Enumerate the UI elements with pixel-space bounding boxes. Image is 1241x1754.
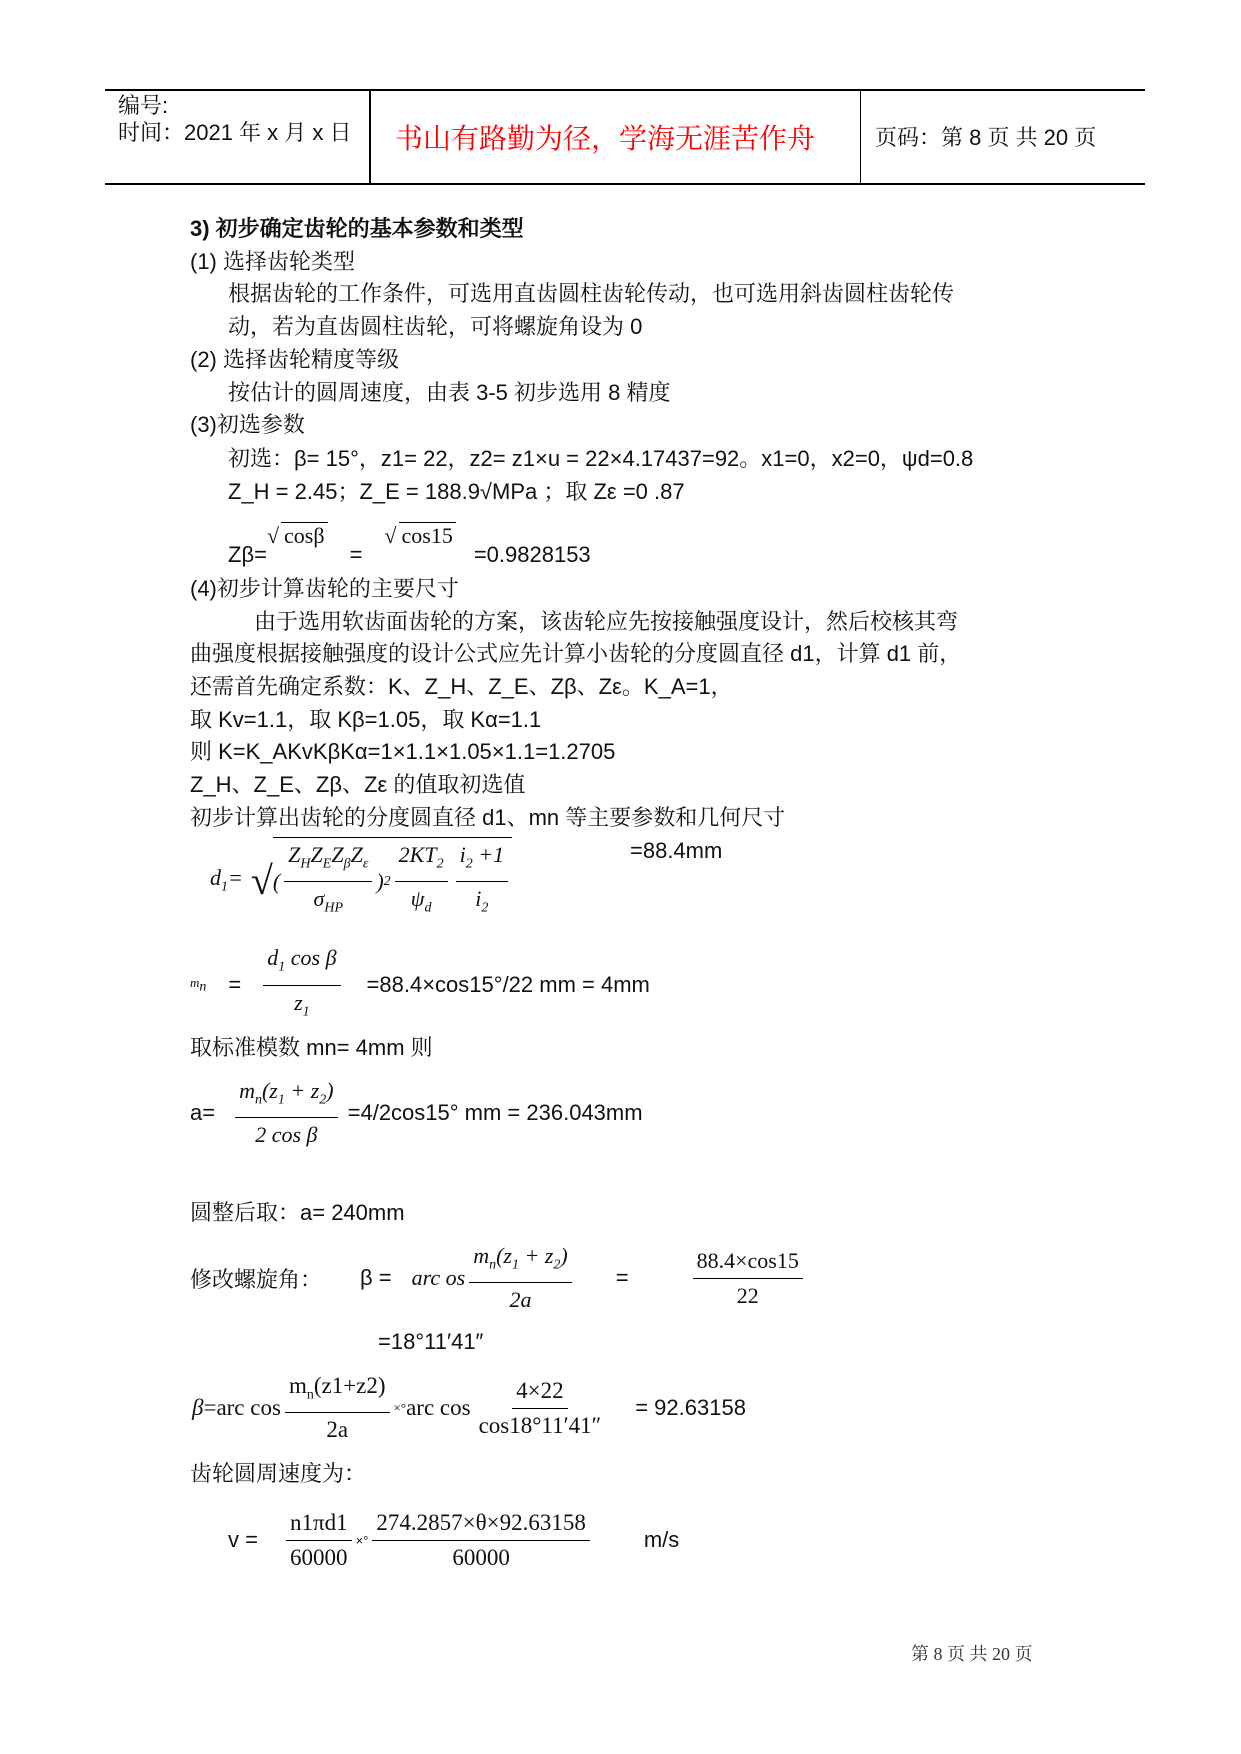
- equals: =: [349, 542, 363, 567]
- subsection-3: (3)初选参数: [190, 412, 305, 437]
- formula-result: =0.9828153: [473, 542, 591, 567]
- header-bottom-rule: [105, 183, 1145, 185]
- header-top-rule: [105, 89, 1145, 91]
- footer-page-number: 第 8 页 共 20 页: [911, 1644, 1033, 1664]
- sqrt-term: cosβ: [281, 522, 328, 549]
- paragraph: 还需首先确定系数：K、Z_H、Z_E、Zβ、Zε。K_A=1，: [190, 674, 733, 699]
- paragraph: 则 K=K_AKvKβKα=1×1.1×1.05×1.1=1.2705: [190, 739, 616, 764]
- header-divider: [369, 89, 371, 184]
- formula-label: a=: [190, 1100, 216, 1125]
- v-numerator: n1πd1: [286, 1508, 352, 1541]
- v-formula: v = $\frac{n1\pi d1}{60000}$ ×° $\frac{274.2857\times\theta\times 92.63158}{60000}$ m/s: [228, 1506, 679, 1574]
- zbeta-formula: Zβ= √ cosβ = √ cos15 =0.9828153: [228, 523, 591, 567]
- paragraph: Z_H、Z_E、Zβ、Zε 的值取初选值: [190, 772, 526, 797]
- v-denominator: 60000: [290, 1544, 348, 1570]
- mn-formula: $m_n$ = $\frac{d_1 \cos \beta}{z_1}$ =88.4×cos15°/22 mm = 4mm: [190, 945, 650, 1019]
- beta-denominator: 22: [736, 1282, 759, 1308]
- time-label: 时间：2021 年 x 月 x 日: [118, 120, 352, 145]
- v-numerator: 274.2857×θ×92.63158: [372, 1508, 589, 1541]
- serial-label: 编号:: [118, 93, 169, 118]
- beta-formula: 修改螺旋角： β = arc os $\frac{m_n(z_1 + z_2)}{2a}$ = $\frac{88.4\times\cos 15}{22}$: [190, 1245, 807, 1311]
- paragraph: 按估计的圆周速度，由表 3-5 初步选用 8 精度: [228, 380, 671, 405]
- formula-label: v =: [228, 1527, 258, 1552]
- beta-check-formula: β =arc cos $\frac{m_n(z1+z2)}{2a}$ ×° arc cos $\frac{4\times 22}{\cos 18^\circ 11'41''}$ = 92.63158: [192, 1372, 746, 1443]
- paragraph: 根据齿轮的工作条件，可选用直齿圆柱齿轮传动，也可选用斜齿圆柱齿轮传: [228, 281, 955, 306]
- equals: β =: [360, 1265, 392, 1290]
- formula-label: 修改螺旋角：: [190, 1266, 323, 1292]
- paragraph: 取 Kv=1.1，取 Kβ=1.05，取 Kα=1.1: [190, 707, 542, 732]
- header-divider: [860, 89, 861, 184]
- v-denominator: 60000: [452, 1544, 510, 1570]
- paragraph: 齿轮圆周速度为：: [190, 1461, 367, 1486]
- subsection-1: (1) 选择齿轮类型: [190, 249, 356, 274]
- subsection-4: (4)初步计算齿轮的主要尺寸: [190, 576, 459, 601]
- beta-result: =18°11′41″: [378, 1329, 484, 1354]
- paragraph: 初选：β= 15°，z1= 22，z2= z1×u = 22×4.17437=92。x1=0，x2=0，ψd=0.8: [228, 446, 974, 471]
- subsection-2: (2) 选择齿轮精度等级: [190, 347, 400, 372]
- a-result: =4/2cos15° mm = 236.043mm: [347, 1100, 643, 1125]
- paragraph: 曲强度根据接触强度的设计公式应先计算小齿轮的分度圆直径 d1，计算 d1 前，: [190, 641, 962, 666]
- v-unit: m/s: [643, 1527, 680, 1552]
- beta-numerator: 88.4×cos15: [693, 1246, 803, 1279]
- paragraph: 由于选用软齿面齿轮的方案，该齿轮应先按接触强度设计，然后校核其弯: [254, 609, 959, 634]
- beta-check-result: = 92.63158: [635, 1395, 746, 1420]
- formula-label: Zβ=: [228, 542, 267, 567]
- a-formula: a= $\frac{m_n(z_1 + z_2)}{\text{2 cos β}}$ =4/2cos15° mm = 236.043mm: [190, 1077, 643, 1148]
- mn-result: =88.4×cos15°/22 mm = 4mm: [366, 972, 650, 997]
- paragraph: 初步计算出齿轮的分度圆直径 d1、mn 等主要参数和几何尺寸: [190, 805, 786, 830]
- paragraph: Z_H = 2.45；Z_E = 188.9√MPa ；取 Zε =0 .87: [228, 479, 685, 504]
- d1-result: =88.4mm: [630, 838, 723, 863]
- page-label: 页码：第 8 页 共 20 页: [875, 125, 1097, 150]
- sqrt-term: cos15: [399, 522, 456, 549]
- section-heading: 3) 初步确定齿轮的基本参数和类型: [190, 216, 524, 241]
- paragraph: 动，若为直齿圆柱齿轮，可将螺旋角设为 0: [228, 314, 643, 339]
- paragraph: 圆整后取：a= 240mm: [190, 1200, 405, 1225]
- d1-formula: $d_1=$ √ ( $\frac{Z_HZ_EZ_\beta Z_\varepsilon}{\sigma_{HP}}$ ) 2 $\frac{2KT_2}{\psi_d}$ $\frac{i_2 +1}{i_2}$: [210, 840, 512, 920]
- motto: 书山有路勤为径，学海无涯苦作舟: [395, 123, 816, 154]
- paragraph: 取标准模数 mn= 4mm 则: [190, 1035, 433, 1060]
